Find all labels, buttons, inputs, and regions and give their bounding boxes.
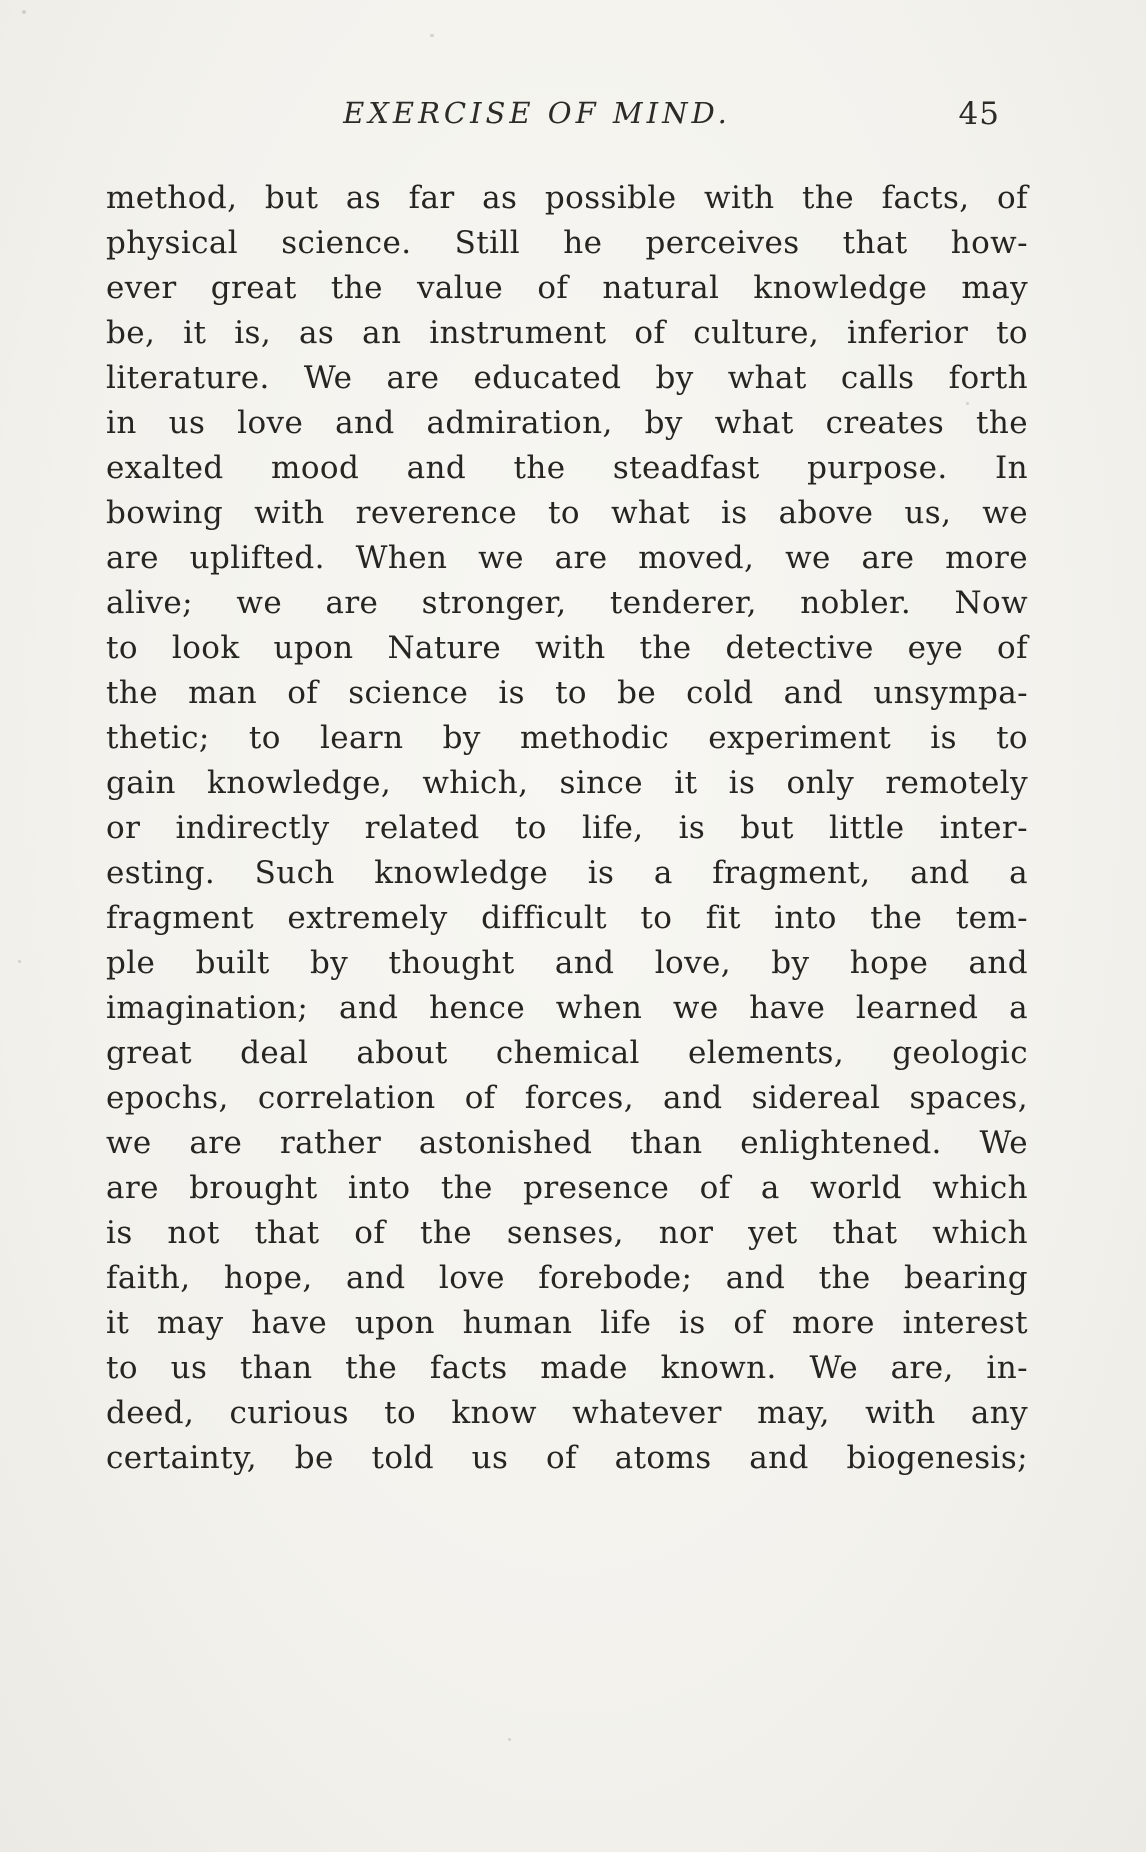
text-line: the man of science is to be cold and unsympa- [106, 675, 1028, 711]
text-line: esting. Such knowledge is a fragment, and a [106, 855, 1028, 891]
scan-speck [22, 10, 26, 14]
page-header [106, 96, 1028, 148]
text-line: exalted mood and the steadfast purpose. In [106, 450, 1028, 486]
text-line: to us than the facts made known. We are, in- [106, 1350, 1028, 1386]
body-text [106, 176, 1028, 1481]
scan-speck [18, 960, 21, 963]
text-line: gain knowledge, which, since it is only remotely [106, 765, 1028, 801]
scan-speck [508, 1738, 511, 1741]
text-line: are brought into the presence of a world which [106, 1170, 1028, 1206]
text-line: faith, hope, and love forebode; and the bearing [106, 1260, 1028, 1296]
text-line: fragment extremely difficult to fit into the tem- [106, 900, 1028, 936]
text-line: epochs, correlation of forces, and sidereal spaces, [106, 1080, 1028, 1116]
text-line: deed, curious to know whatever may, with any [106, 1395, 1028, 1431]
scan-speck [430, 34, 434, 37]
text-line: it may have upon human life is of more interest [106, 1305, 1028, 1341]
text-line: ple built by thought and love, by hope and [106, 945, 1028, 981]
page-number: 45 [958, 96, 1000, 132]
text-line: in us love and admiration, by what creates the [106, 405, 1028, 441]
text-line: physical science. Still he perceives that how- [106, 225, 1028, 261]
text-line: be, it is, as an instrument of culture, inferior to [106, 315, 1028, 351]
text-line: alive; we are stronger, tenderer, nobler. Now [106, 585, 1028, 621]
text-line: are uplifted. When we are moved, we are more [106, 540, 1028, 576]
scan-speck [966, 402, 969, 405]
text-line: or indirectly related to life, is but little inter- [106, 810, 1028, 846]
text-line: to look upon Nature with the detective eye of [106, 630, 1028, 666]
text-line: we are rather astonished than enlightened. We [106, 1125, 1028, 1161]
page-title: EXERCISE OF MIND. [343, 96, 731, 130]
text-line: ever great the value of natural knowledge may [106, 270, 1028, 306]
text-line: method, but as far as possible with the facts, of [106, 180, 1028, 216]
text-line: great deal about chemical elements, geologic [106, 1035, 1028, 1071]
text-line: is not that of the senses, nor yet that which [106, 1215, 1028, 1251]
text-line: imagination; and hence when we have learned a [106, 990, 1028, 1026]
text-line: literature. We are educated by what calls forth [106, 360, 1028, 396]
text-line: bowing with reverence to what is above us, we [106, 495, 1028, 531]
text-line: certainty, be told us of atoms and biogenesis; [106, 1440, 1028, 1476]
text-line: thetic; to learn by methodic experiment is to [106, 720, 1028, 756]
